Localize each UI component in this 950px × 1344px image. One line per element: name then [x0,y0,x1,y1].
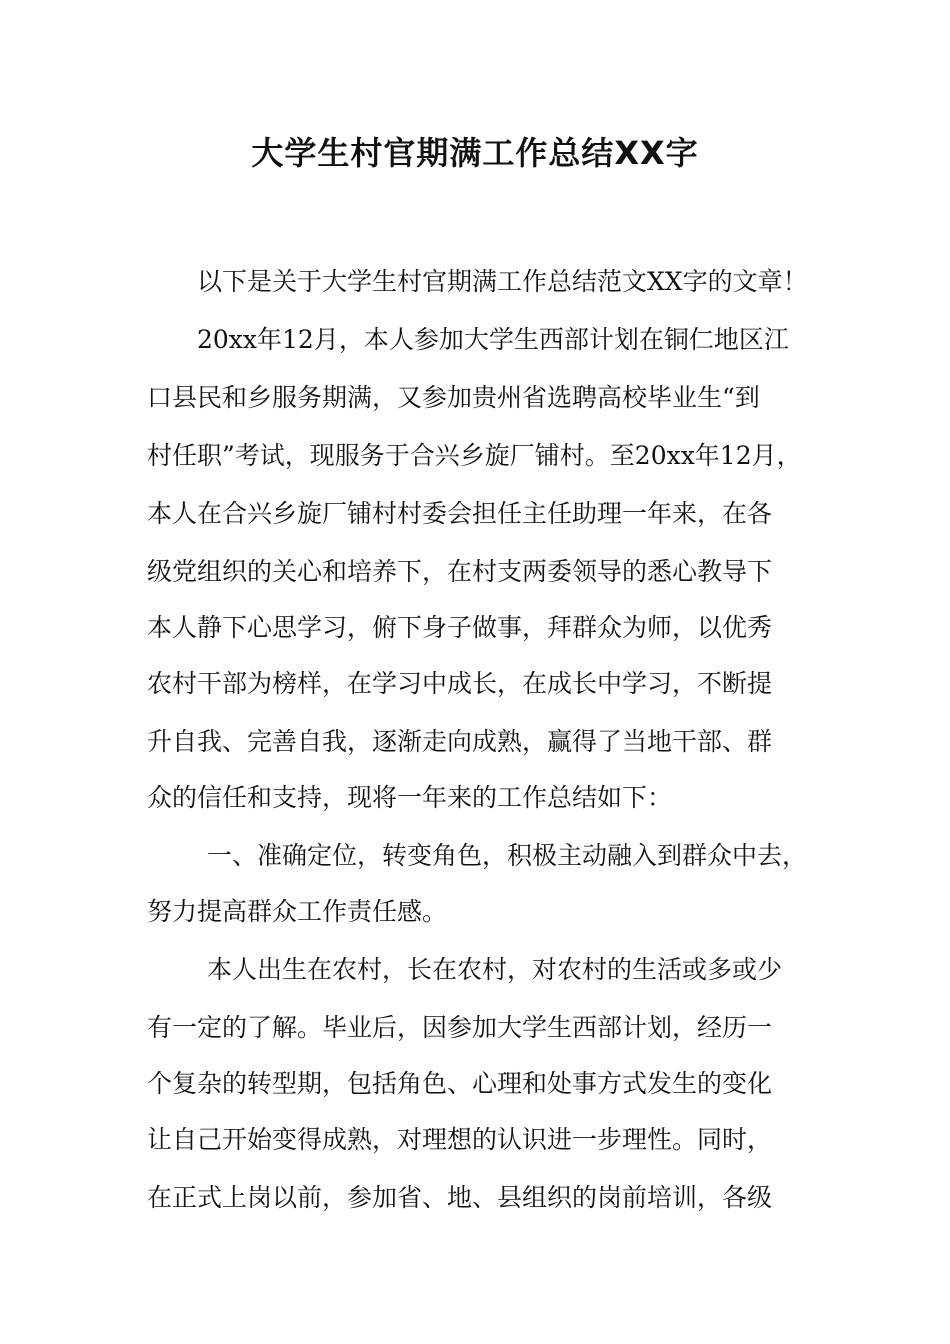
text-line: 让自己开始变得成熟，对理想的认识进一步理性。同时， [147,1125,773,1154]
text-line: 级党组织的关心和培养下，在村支两委领导的悉心教导下 [147,557,773,586]
text-line: 口县民和乡服务期满，又参加贵州省选聘高校毕业生“到 [147,383,760,412]
section-heading-line: 努力提高群众工作责任感。 [147,897,448,926]
text-line: 个复杂的转型期，包括角色、心理和处事方式发生的变化 [147,1069,773,1098]
text-line: 20xx年12月，本人参加大学生西部计划在铜仁地区江 [197,325,789,354]
document-title: 大学生村官期满工作总结XX字 [251,134,699,172]
text-line: 农村干部为榜样，在学习中成长，在成长中学习，不断提 [147,669,773,698]
text-line: 在正式上岗以前，参加省、地、县组织的岗前培训，各级 [147,1183,773,1212]
section-heading-line: 一、准确定位，转变角色，积极主动融入到群众中去， [207,841,808,870]
text-line: 升自我、完善自我，逐渐走向成熟，赢得了当地干部、群 [147,727,773,756]
text-line: 本人在合兴乡旋厂铺村村委会担任主任助理一年来，在各 [147,499,773,528]
text-line: 本人静下心思学习，俯下身子做事，拜群众为师，以优秀 [147,613,773,642]
text-line: 村任职”考试，现服务于合兴乡旋厂铺村。至20xx年12月， [147,441,802,470]
text-line: 有一定的了解。毕业后，因参加大学生西部计划，经历一 [147,1013,773,1042]
text-line: 众的信任和支持，现将一年来的工作总结如下： [147,783,673,812]
text-line: 本人出生在农村，长在农村，对农村的生活或多或少 [207,955,783,984]
text-line: 以下是关于大学生村官期满工作总结范文XX字的文章！ [197,267,808,296]
